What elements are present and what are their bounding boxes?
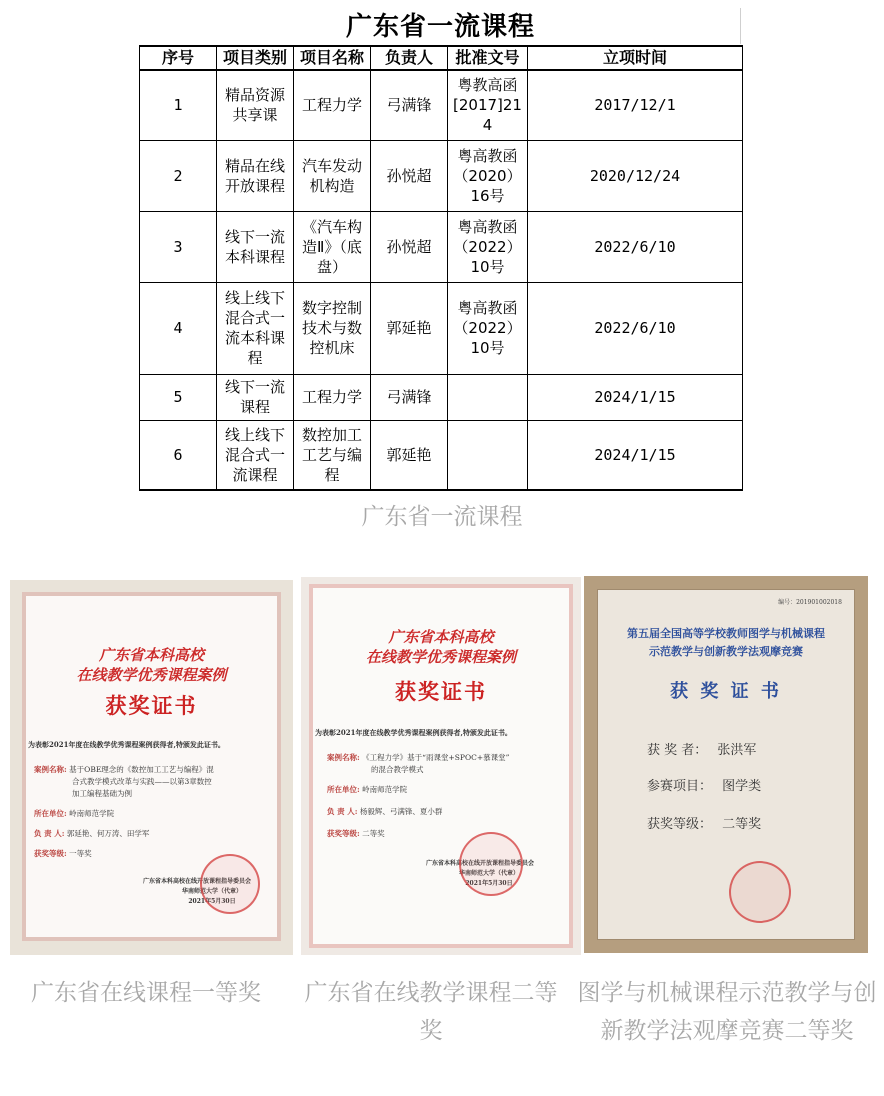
cert-grade-row [327,828,385,839]
cell-leader: 孙悦超 [371,211,448,282]
cell-category: 线上线下混合式一流课程 [217,420,294,490]
cert-heading-line2: 示范教学与创新教学法观摩竞赛 [649,645,803,658]
caption-cert3: 图学与机械课程示范教学与创新教学法观摩竞赛二等奖 [577,980,877,1044]
cert-unit-value: 岭南师范学院 [69,809,115,818]
red-seal-icon [459,832,523,896]
cell-date: 2022/6/10 [528,282,743,374]
table-header-row [140,46,743,70]
certificate-paper [309,584,573,948]
cert-case-value-2: 的混合教学模式 [371,765,424,774]
col-header-date: 立项时间 [528,46,743,70]
cert-unit-row [327,784,407,795]
cell-leader: 弓满锋 [371,70,448,140]
cell-index: 2 [140,140,217,211]
col-header-approval: 批准文号 [448,46,528,70]
cell-name: 数控加工工艺与编程 [294,420,371,490]
cell-approval: 粤教高函[2017]214 [448,70,528,140]
cert-heading-line1: 广东省本科高校 [98,646,204,664]
cell-name: 汽车发动机构造 [294,140,371,211]
cell-approval: 粤高教函（2022）10号 [448,282,528,374]
cell-index: 3 [140,211,217,282]
cell-category: 线上线下混合式一流本科课程 [217,282,294,374]
cell-date: 2022/6/10 [528,211,743,282]
certificate-online-teaching-second-prize [301,577,581,955]
cert-unit-value: 岭南师范学院 [362,785,408,794]
table-caption: 广东省一流课程 [361,504,523,530]
table-title: 广东省一流课程 [139,8,742,46]
cert-lead-label: 负 责 人: [34,829,65,838]
red-seal-icon [200,854,260,914]
cell-approval: 粤高教函（2020）16号 [448,140,528,211]
cert-lead-value: 杨毅辉、弓满锋、夏小群 [359,807,443,816]
certificate-online-course-first-prize [10,580,293,955]
certificate-paper [22,592,281,941]
cert-case-label: 案例名称: [327,753,360,762]
cert-grade-row [647,813,761,832]
cert-issuer-2: 华南师范大学（代章） [181,888,242,895]
cell-category: 线下一流课程 [217,374,294,420]
col-header-leader: 负责人 [371,46,448,70]
cert-grade-value: 二等奖 [722,817,762,832]
cell-leader: 郭延艳 [371,282,448,374]
cert-lead-row [34,828,149,839]
cert-case-row [327,752,509,763]
cert-heading-line1: 第五届全国高等学校教师图学与机械课程 [627,627,825,640]
cell-category: 精品在线开放课程 [217,140,294,211]
cell-date: 2024/1/15 [528,374,743,420]
caption-cert1: 广东省在线课程一等奖 [31,980,261,1006]
table-row [140,420,743,490]
cert-number: 编号：201901002018 [778,599,842,606]
cell-index: 6 [140,420,217,490]
cell-leader: 郭延艳 [371,420,448,490]
certificate-graphics-mechanical-competition [584,576,868,953]
cert-lead-label: 负 责 人: [327,807,358,816]
cell-index: 5 [140,374,217,420]
cell-name: 数字控制技术与数控机床 [294,282,371,374]
cell-leader: 孙悦超 [371,140,448,211]
cert-intro: 为表彰2021年度在线教学优秀课程案例获得者,特颁发此证书。 [315,728,512,737]
certificate-paper [597,589,855,940]
table-row [140,282,743,374]
cert-issuer-2: 华南师范大学（代章） [458,870,519,877]
cell-date: 2017/12/1 [528,70,743,140]
cell-approval: 粤高教函（2022）10号 [448,211,528,282]
cell-category: 线下一流本科课程 [217,211,294,282]
col-header-category: 项目类别 [217,46,294,70]
cert-case-label: 案例名称: [34,765,67,774]
cell-leader: 弓满锋 [371,374,448,420]
cert-case-value-1: 《工程力学》基于“雨课堂+SPOC+慕课堂” [362,753,510,762]
courses-table [139,45,743,491]
cert-award-title: 获奖证书 [395,679,487,704]
cert-winner-value: 张洪军 [717,743,757,758]
cell-name: 工程力学 [294,374,371,420]
cert-date: 2021年5月30日 [465,880,513,887]
cert-unit-row [34,808,114,819]
cert-case-value-3: 加工编程基础为例 [72,789,132,798]
table-row [140,70,743,140]
cert-unit-label: 所在单位: [34,809,67,818]
cell-name: 《汽车构造Ⅱ》（底盘） [294,211,371,282]
cert-lead-value: 郭延艳、何万涛、田学军 [66,829,150,838]
cert-grade-label: 获奖等级： [647,817,713,832]
red-seal-icon [729,861,791,923]
cert-winner-label: 获 奖 者： [647,743,708,758]
cell-index: 4 [140,282,217,374]
cert-grade-label: 获奖等级: [34,849,67,858]
table-row [140,140,743,211]
cell-approval [448,374,528,420]
cell-category: 精品资源共享课 [217,70,294,140]
cert-item-value: 图学类 [722,779,762,794]
cert-unit-label: 所在单位: [327,785,360,794]
cell-name: 工程力学 [294,70,371,140]
cert-intro: 为表彰2021年度在线教学优秀课程案例获得者,特颁发此证书。 [28,740,225,749]
cert-heading-line2: 在线教学优秀课程案例 [365,648,516,666]
col-header-index: 序号 [140,46,217,70]
caption-cert2: 广东省在线教学课程二等奖 [304,980,558,1044]
cert-issuer: 广东省本科高校在线开放课程指导委员会 [425,860,534,867]
cert-winner-row [647,739,756,758]
cert-heading-line2: 在线教学优秀课程案例 [76,666,227,684]
cert-item-row [647,775,761,794]
table-row [140,374,743,420]
cert-grade-value: 一等奖 [69,849,92,858]
cert-case-row [34,764,214,775]
cert-grade-row [34,848,92,859]
cert-grade-value: 二等奖 [362,829,385,838]
cell-date: 2024/1/15 [528,420,743,490]
cert-award-title: 获奖证书 [105,693,198,718]
cert-item-label: 参赛项目： [647,779,713,794]
cert-heading-line1: 广东省本科高校 [388,628,494,646]
cert-date: 2021年5月30日 [188,898,236,905]
cert-award-title: 获 奖 证 书 [670,681,782,702]
cell-index: 1 [140,70,217,140]
col-header-name: 项目名称 [294,46,371,70]
cert-issuer: 广东省本科高校在线开放课程指导委员会 [142,878,251,885]
cert-case-value-1: 基于OBE理念的《数控加工工艺与编程》混 [69,765,214,774]
cert-case-value-2: 合式教学模式改革与实践——以第3章数控 [72,777,212,786]
cert-grade-label: 获奖等级: [327,829,360,838]
cert-lead-row [327,806,442,817]
course-table-image [139,8,742,490]
table-row [140,211,743,282]
cell-date: 2020/12/24 [528,140,743,211]
cell-approval [448,420,528,490]
